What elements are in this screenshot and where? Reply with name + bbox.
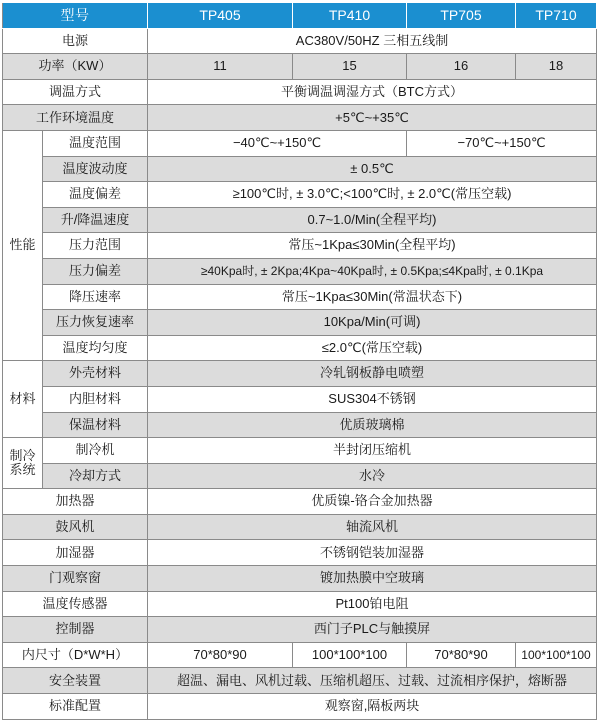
temp-deviation-label: 温度偏差 [43,182,148,208]
standard-value: 观察窗,隔板两块 [148,694,597,720]
temp-uniformity-value: ≤2.0℃(常压空载) [148,335,597,361]
inner-size-tp405: 70*80*90 [148,642,293,668]
ramp-rate-label: 升/降温速度 [43,207,148,233]
compressor-value: 半封闭压缩机 [148,438,597,464]
row-insulation-material [3,412,597,438]
row-control-mode [3,79,597,105]
inner-size-tp705: 70*80*90 [407,642,516,668]
power-value-tp705: 16 [407,54,516,80]
cooling-value: 水冷 [148,463,597,489]
inner-size-label: 内尺寸（D*W*H） [3,642,148,668]
row-fan [3,514,597,540]
temp-fluctuation-value: ± 0.5℃ [148,156,597,182]
row-pressure-deviation [3,258,597,284]
row-humidifier [3,540,597,566]
control-mode-value: 平衡调温调湿方式（BTC方式） [148,79,597,105]
temp-range-label: 温度范围 [43,130,148,156]
depressurize-rate-label: 降压速率 [43,284,148,310]
pressure-deviation-label: 压力偏差 [43,258,148,284]
row-liner-material [3,386,597,412]
materials-group-label: 材料 [3,361,43,438]
depressurize-rate-value: 常压~1Kpa≤30Min(常温状态下) [148,284,597,310]
liner-material-value: SUS304不锈钢 [148,386,597,412]
row-power-source [3,28,597,54]
pressure-range-label: 压力范围 [43,233,148,259]
standard-label: 标准配置 [3,694,148,720]
header-row [3,3,597,29]
row-inner-size [3,642,597,668]
model-tp705: TP705 [407,3,516,29]
sensor-label: 温度传感器 [3,591,148,617]
controller-value: 西门子PLC与触摸屏 [148,617,597,643]
row-temp-range [3,130,597,156]
control-mode-label: 调温方式 [3,79,148,105]
safety-value: 超温、漏电、风机过载、压缩机超压、过载、过流相序保护，熔断器 [148,668,597,694]
power-value-tp410: 15 [293,54,407,80]
row-temp-deviation [3,182,597,208]
shell-material-value: 冷轧钢板静电喷塑 [148,361,597,387]
power-source-value: AC380V/50HZ 三相五线制 [148,28,597,54]
row-standard [3,694,597,720]
row-depressurize-rate [3,284,597,310]
row-shell-material [3,361,597,387]
humidifier-label: 加湿器 [3,540,148,566]
refrigeration-label-line2: 系统 [9,462,36,478]
sensor-value: Pt100铂电阻 [148,591,597,617]
temp-deviation-value: ≥100℃时, ± 3.0℃;<100℃时, ± 2.0℃(常压空载) [148,182,597,208]
fan-value: 轴流风机 [148,514,597,540]
power-value-tp405: 11 [148,54,293,80]
liner-material-label: 内胆材料 [43,386,148,412]
safety-label: 安全装置 [3,668,148,694]
temp-fluctuation-label: 温度波动度 [43,156,148,182]
pressure-deviation-value: ≥40Kpa时, ± 2Kpa;4Kpa~40Kpa时, ± 0.5Kpa;≤4Kpa时, ± 0.1Kpa [148,258,597,284]
temp-range-value-700: −70℃~+150℃ [407,130,597,156]
window-value: 镀加热膜中空玻璃 [148,566,597,592]
model-tp710: TP710 [516,3,597,29]
window-label: 门观察窗 [3,566,148,592]
insulation-material-label: 保温材料 [43,412,148,438]
row-ramp-rate [3,207,597,233]
recovery-rate-value: 10Kpa/Min(可调) [148,310,597,336]
refrigeration-group-label [3,438,43,489]
row-pressure-range [3,233,597,259]
row-heater [3,489,597,515]
row-power [3,54,597,80]
row-temp-uniformity [3,335,597,361]
power-label: 功率（KW） [3,54,148,80]
power-source-label: 电源 [3,28,148,54]
row-compressor [3,438,597,464]
heater-value: 优质镍-铬合金加热器 [148,489,597,515]
shell-material-label: 外壳材料 [43,361,148,387]
row-temp-fluctuation [3,156,597,182]
row-safety [3,668,597,694]
inner-size-tp410: 100*100*100 [293,642,407,668]
ramp-rate-value: 0.7~1.0/Min(全程平均) [148,207,597,233]
env-temp-value: +5℃~+35℃ [148,105,597,131]
power-value-tp710: 18 [516,54,597,80]
pressure-range-value: 常压~1Kpa≤30Min(全程平均) [148,233,597,259]
compressor-label: 制冷机 [43,438,148,464]
row-controller [3,617,597,643]
model-tp410: TP410 [293,3,407,29]
env-temp-label: 工作环境温度 [3,105,148,131]
controller-label: 控制器 [3,617,148,643]
heater-label: 加热器 [3,489,148,515]
row-recovery-rate [3,310,597,336]
insulation-material-value: 优质玻璃棉 [148,412,597,438]
performance-group-label: 性能 [3,130,43,360]
spec-table [2,2,597,720]
refrigeration-label-line1: 制冷 [9,447,36,463]
temp-range-value-400: −40℃~+150℃ [148,130,407,156]
model-tp405: TP405 [148,3,293,29]
cooling-label: 冷却方式 [43,463,148,489]
recovery-rate-label: 压力恢复速率 [43,310,148,336]
row-sensor [3,591,597,617]
fan-label: 鼓风机 [3,514,148,540]
humidifier-value: 不锈钢铠装加湿器 [148,540,597,566]
inner-size-tp710: 100*100*100 [516,642,597,668]
row-env-temp [3,105,597,131]
row-cooling [3,463,597,489]
model-label: 型号 [3,3,148,29]
row-window [3,566,597,592]
temp-uniformity-label: 温度均匀度 [43,335,148,361]
